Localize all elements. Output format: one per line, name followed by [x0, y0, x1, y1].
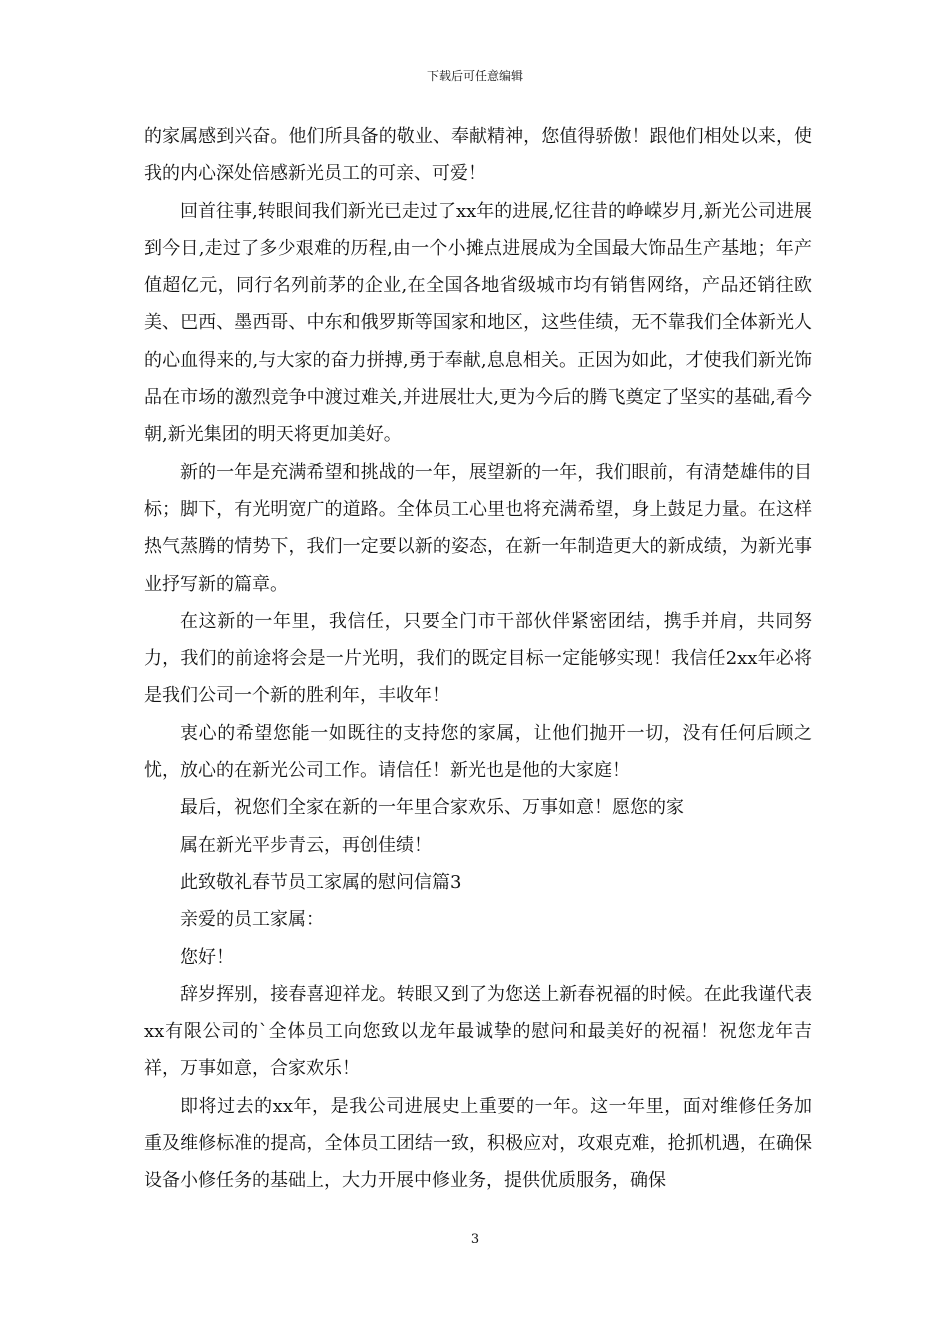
paragraph: 在这新的一年里，我信任，只要全门市干部伙伴紧密团结，携手并肩，共同努力，我们的前途将会是一片光明，我们的既定目标一定能够实现！我信任2xx年必将是我们公司一个新的胜利年，丰收年！: [144, 610, 812, 707]
paragraph: 衷心的希望您能一如既往的支持您的家属，让他们抛开一切，没有任何后顾之忧，放心的在新光公司工作。请信任！新光也是他的大家庭！: [144, 722, 812, 782]
paragraph: 新的一年是充满希望和挑战的一年，展望新的一年，我们眼前，有清楚雄伟的目标；脚下，有光明宽广的道路。全体员工心里也将充满希望，身上鼓足力量。在这样热气蒸腾的情势下，我们一定要以新的姿态，在新一年制造更大的新成绩，为新光事业抒写新的篇章。: [144, 461, 812, 595]
paragraph: 的家属感到兴奋。他们所具备的敬业、奉献精神，您值得骄傲！跟他们相处以来，使我的内心深处倍感新光员工的可亲、可爱！: [144, 126, 812, 185]
paragraph: 属在新光平步青云，再创佳绩！: [180, 834, 432, 856]
paragraph: 辞岁挥别，接春喜迎祥龙。转眼又到了为您送上新春祝福的时候。在此我谨代表xx有限公司的`全体员工向您致以龙年最诚挚的慰问和最美好的祝福！祝您龙年吉祥，万事如意，合家欢乐！: [144, 983, 812, 1080]
paragraph: 即将过去的xx年，是我公司进展史上重要的一年。这一年里，面对维修任务加重及维修标准的提高，全体员工团结一致，积极应对，攻艰克难，抢抓机遇，在确保设备小修任务的基础上，大力开展中修业务，提供优质服务，确保: [144, 1095, 812, 1192]
document-body: [144, 118, 812, 1200]
section-title: 此致敬礼春节员工家属的慰问信篇3: [180, 871, 462, 893]
page-header: 下载后可任意编辑: [426, 69, 523, 83]
greeting: 您好！: [180, 946, 234, 968]
paragraph: 最后，祝您们全家在新的一年里合家欢乐、万事如意！愿您的家: [180, 797, 684, 819]
salutation: 亲爱的员工家属：: [180, 909, 324, 931]
paragraph: 回首往事,转眼间我们新光已走过了xx年的进展,忆往昔的峥嵘岁月,新光公司进展到今日,走过了多少艰难的历程,由一个小摊点进展成为全国最大饰品生产基地；年产值超亿元，同行名列前茅的企业,在全国各地省级城市均有销售网络，产品还销往欧美、巴西、墨西哥、中东和俄罗斯等国家和地区，这些佳绩，无不靠我们全体新光人的心血得来的,与大家的奋力拼搏,勇于奉献,息息相关。正因为如此，才使我们新光饰品在市场的激烈竞争中渡过难关,并进展壮大,更为今后的腾飞奠定了坚实的基础,看今朝,新光集团的明天将更加美好。: [144, 200, 812, 446]
page-number: 3: [470, 1232, 480, 1247]
